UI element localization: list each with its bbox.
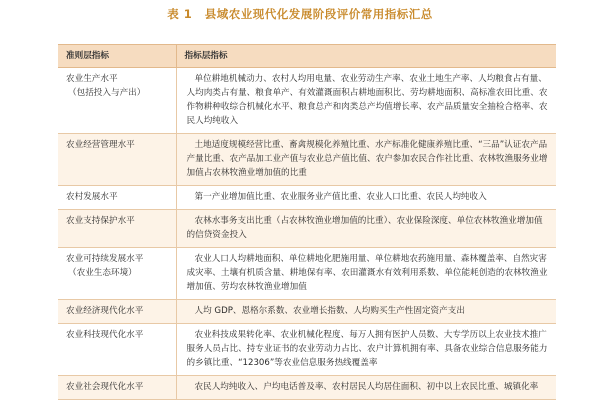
table-row [58,300,556,324]
header-indicators: 指标层指标 [176,45,556,68]
criterion-cell [58,186,176,210]
table-row [58,324,556,376]
criterion-label: 农业社会现代化水平 [66,382,144,392]
header-criterion: 准则层指标 [58,45,176,68]
criterion-sublabel: （农业生态环境） [68,268,137,278]
criterion-cell [58,376,176,400]
table-row [58,210,556,248]
indicators-cell: 土地适度规模经营比重、畜禽规模化养殖比重、水产标准化健康养殖比重、“三品”认证农产品产量比重、农产品加工业产值与农业总产值比值、农户参加农民合作社比重、农林牧渔服务业增加值占农林牧渔业增加值的比重 [176,134,556,186]
criterion-label: 农业支持保护水平 [66,216,135,226]
indicators-cell: 农民人均纯收入、户均电话普及率、农村居民人均居住面积、初中以上农民比重、城镇化率 [176,376,556,400]
indicator-table [58,44,556,400]
indicators-cell: 人均 GDP、恩格尔系数、农业增长指数、人均购买生产性固定资产支出 [176,300,556,324]
table-title: 县域农业现代化发展阶段评价常用指标汇总 [204,7,433,21]
criterion-cell [58,68,176,134]
table-row [58,68,556,134]
table-row [58,186,556,210]
table-caption [0,6,600,22]
criterion-cell [58,134,176,186]
criterion-sublabel: （包括投入与产出） [68,88,146,98]
criterion-cell [58,324,176,376]
criterion-label: 农业经营管理水平 [66,140,135,150]
criterion-label: 农业科技现代化水平 [66,330,144,340]
indicators-cell: 农业人口人均耕地面积、单位耕地化肥施用量、单位耕地农药施用量、森林覆盖率、自然灾害成灾率、土壤有机质含量、耕地保有率、农田灌溉水有效利用系数、单位能耗创造的农林牧渔业增加值、劳均农林牧渔业增加值 [176,248,556,300]
table-number: 表 1 [167,7,193,21]
criterion-label: 农村发展水平 [66,192,118,202]
indicators-cell: 单位耕地机械动力、农村人均用电量、农业劳动生产率、农业土地生产率、人均粮食占有量、人均肉类占有量、粮食单产、有效灌溉面积占耕地面积比、劳均耕地面积、高标准农田比重、农作物耕种收综合机械化水平、粮食总产和肉类总产均值增长率、农产品质量安全抽检合格率、农民人均纯收入 [176,68,556,134]
criterion-cell [58,248,176,300]
table-row [58,248,556,300]
indicators-cell: 第一产业增加值比重、农业服务业产值比重、农业人口比重、农民人均纯收入 [176,186,556,210]
table-row [58,134,556,186]
table-header-row [58,45,556,68]
table-row [58,376,556,400]
criterion-label: 农业生产水平 [66,74,118,84]
criterion-cell [58,300,176,324]
criterion-label: 农业可持续发展水平 [66,254,144,264]
criterion-cell [58,210,176,248]
indicators-cell: 农业科技成果转化率、农业机械化程度、每万人拥有医护人员数、大专学历以上农业技术推广服务人员占比、持专业证书的农业劳动力占比、农户计算机拥有率、具备农业综合信息服务能力的乡镇比重、“12306”等农业信息服务热线覆盖率 [176,324,556,376]
criterion-label: 农业经济现代化水平 [66,306,144,316]
indicators-cell: 农林水事务支出比重（占农林牧渔业增加值的比重）、农业保险深度、单位农林牧渔业增加值的信贷资金投入 [176,210,556,248]
